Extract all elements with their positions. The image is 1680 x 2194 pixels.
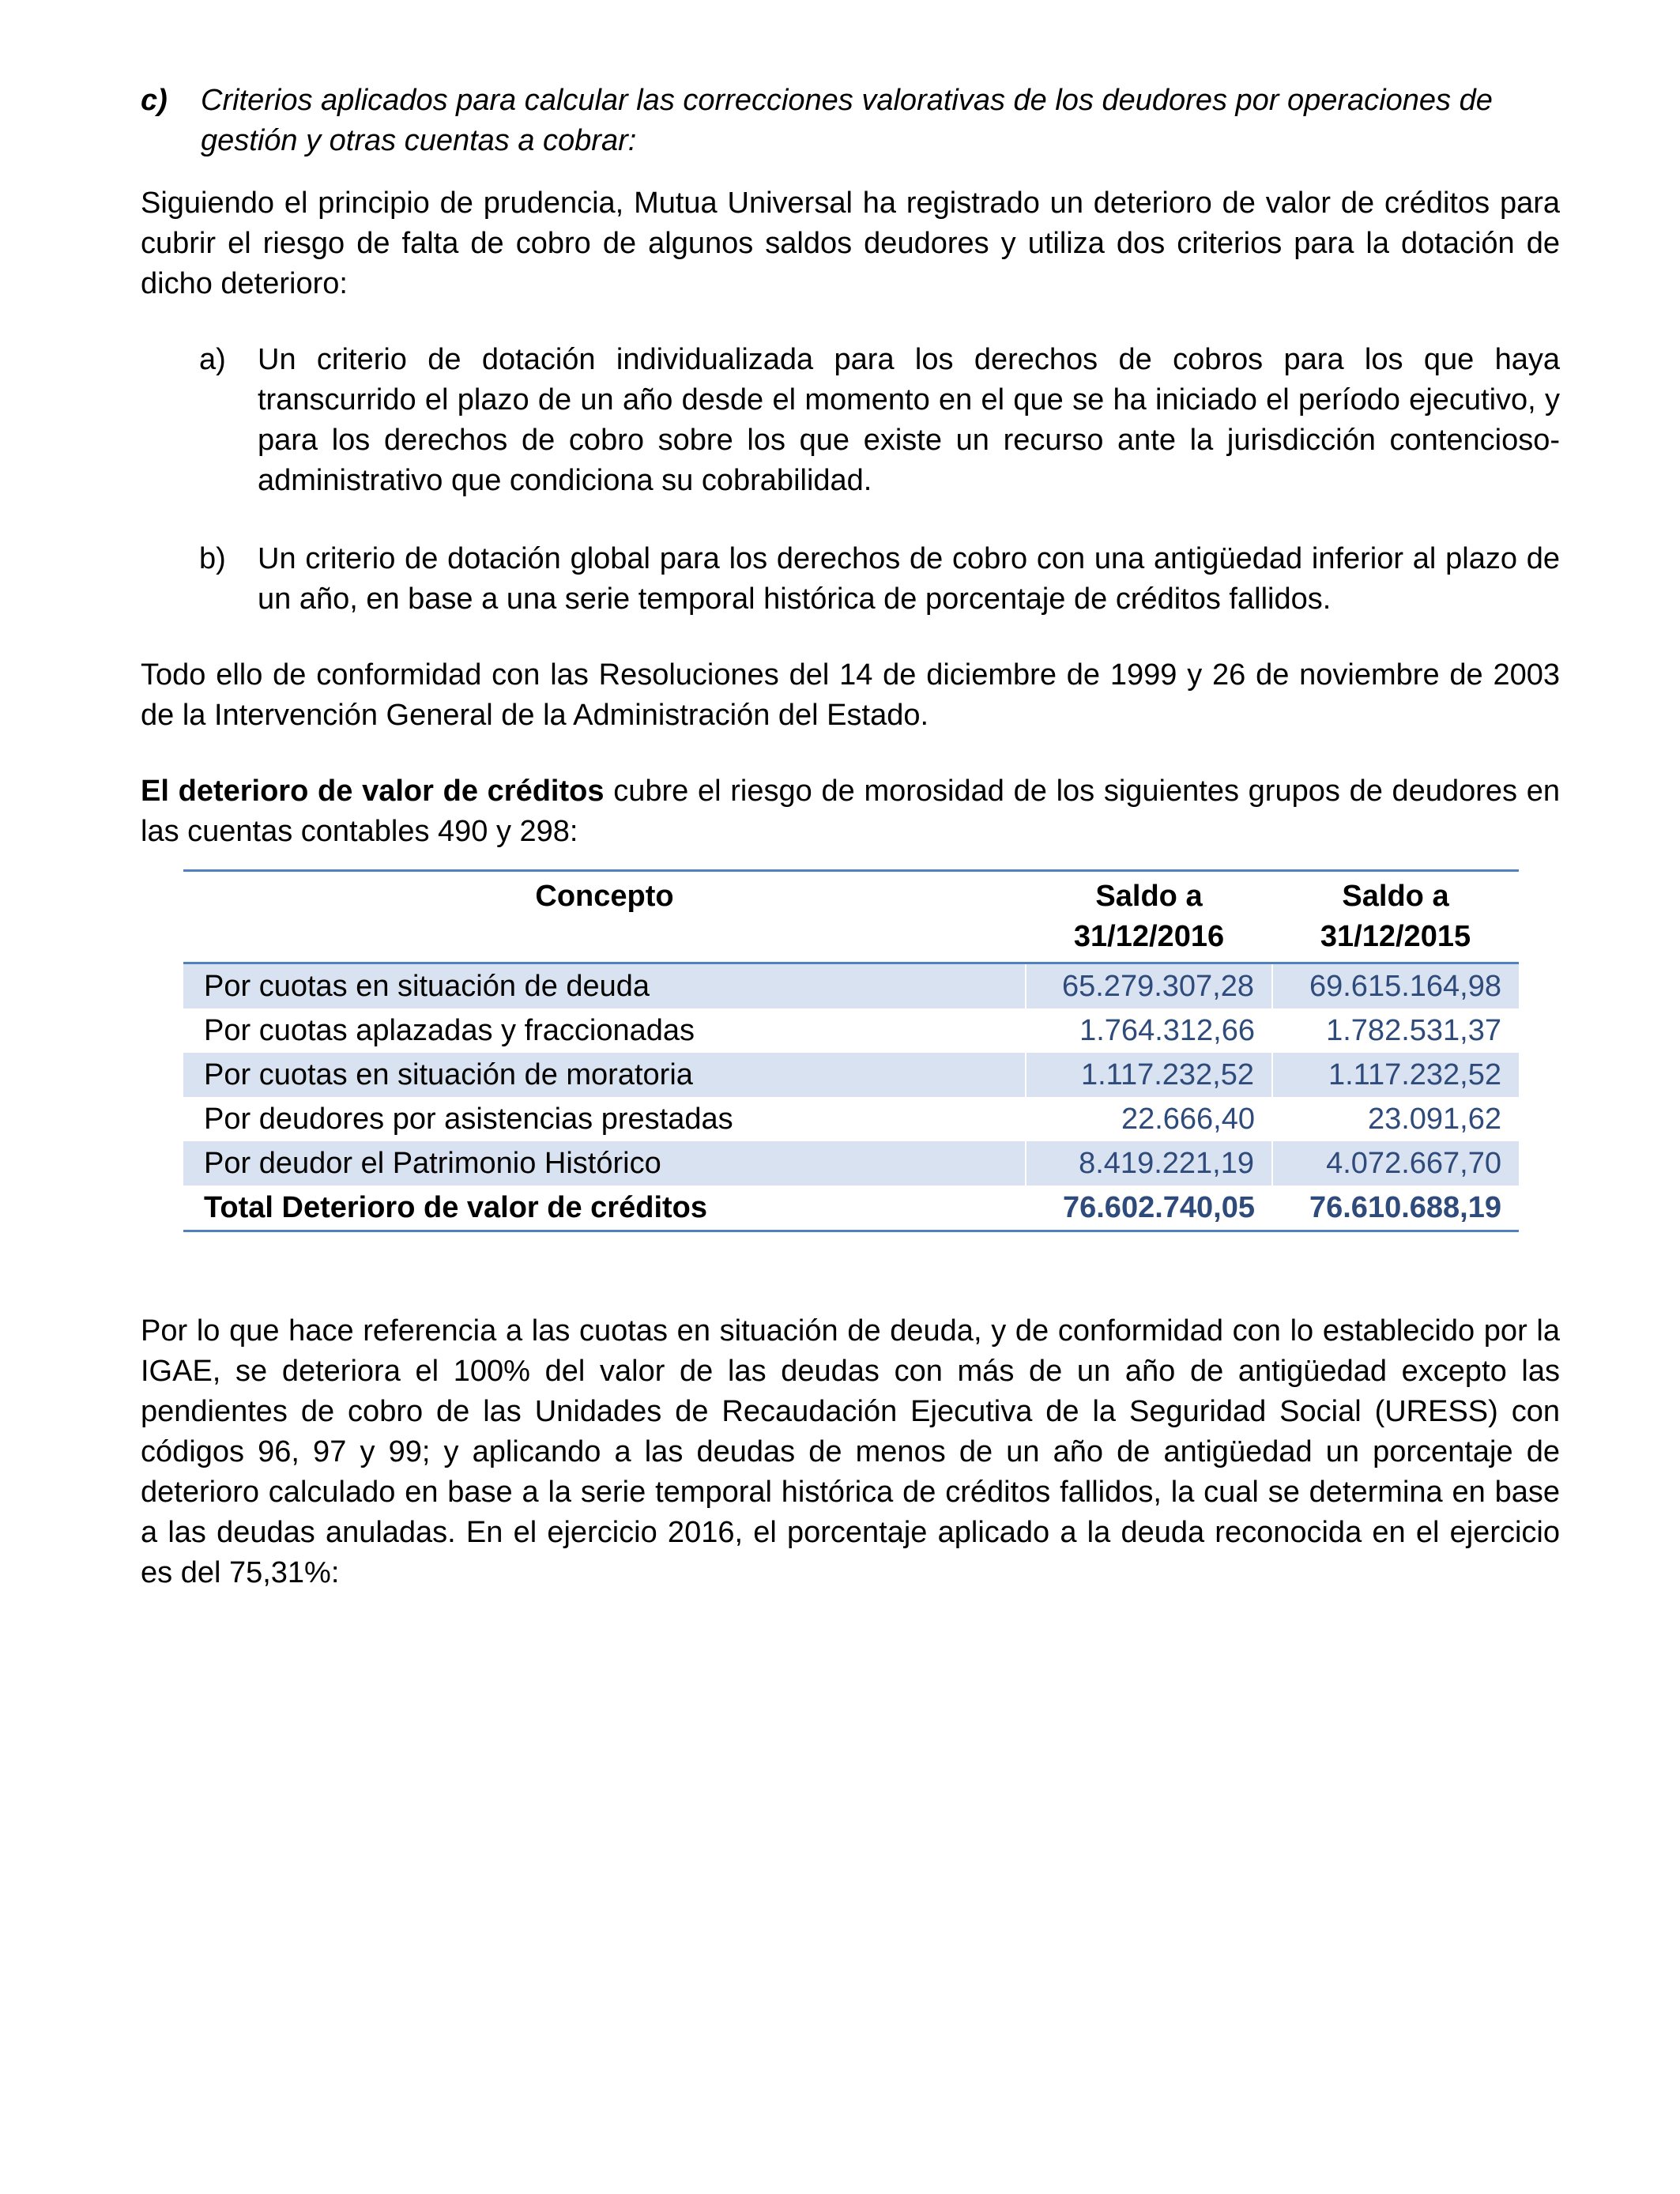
table-row [183, 1008, 1519, 1053]
row-value-2015: 4.072.667,70 [1272, 1141, 1519, 1186]
row-concept: Por cuotas aplazadas y fraccionadas [204, 1014, 695, 1047]
row-value-2016: 1.117.232,52 [1026, 1053, 1272, 1097]
table-row [183, 1053, 1519, 1097]
header-2015-line2: 31/12/2015 [1320, 920, 1471, 953]
table-lead-paragraph [141, 771, 1560, 852]
row-value-2016: 1.764.312,66 [1079, 1014, 1255, 1047]
list-item [141, 340, 1560, 501]
table-total-row [183, 1186, 1519, 1231]
header-concept: Concepto [535, 880, 674, 913]
total-concept: Total Deterioro de valor de créditos [204, 1191, 708, 1224]
table-header-row [183, 871, 1519, 963]
header-2016-line1: Saldo a [1095, 880, 1203, 913]
header-2015-line1: Saldo a [1342, 880, 1449, 913]
row-value-2016: 65.279.307,28 [1026, 963, 1272, 1009]
row-concept: Por deudores por asistencias prestadas [204, 1103, 733, 1136]
section-letter: c) [141, 84, 168, 117]
header-2016 [1026, 871, 1272, 963]
list-marker: b) [199, 542, 226, 575]
row-concept: Por cuotas en situación de moratoria [204, 1058, 693, 1091]
conformity-paragraph: Todo ello de conformidad con las Resoluciones del 14 de diciembre de 1999 y 26 de noviembre de 2003 de la Intervención General de la Administración del Estado. [141, 658, 1560, 732]
total-value-2015: 76.610.688,19 [1309, 1191, 1501, 1224]
section-heading [141, 81, 1560, 161]
header-2016-line2: 31/12/2016 [1073, 920, 1225, 953]
list-item-text: Un criterio de dotación global para los derechos de cobro con una antigüedad inferior al plazo de un año, en base a una serie temporal histórica de porcentaje de créditos fallidos. [258, 542, 1560, 616]
intro-paragraph: Siguiendo el principio de prudencia, Mutua Universal ha registrado un deterioro de valor de créditos para cubrir el riesgo de falta de cobro de algunos saldos deudores y utiliza dos criterios para la dotación de dicho deterioro: [141, 187, 1560, 300]
table-lead-bold: El deterioro de valor de créditos [141, 775, 605, 808]
list-item [141, 539, 1560, 620]
total-value-2016: 76.602.740,05 [1062, 1191, 1255, 1224]
section-title: Criterios aplicados para calcular las correcciones valorativas de los deudores por operaciones de gestión y otras cuentas a cobrar: [201, 84, 1493, 157]
impairment-table [183, 869, 1519, 1232]
list-item-text: Un criterio de dotación individualizada para los derechos de cobros para los que haya transcurrido el plazo de un año desde el momento en el que se ha iniciado el período ejecutivo, y para los derechos de cobro sobre los que existe un recurso ante la jurisdicción contencioso-administrativo que condiciona su cobrabilidad. [258, 343, 1560, 497]
list-marker: a) [199, 343, 226, 376]
closing-paragraph: Por lo que hace referencia a las cuotas en situación de deuda, y de conformidad con lo establecido por la IGAE, se deteriora el 100% del valor de las deudas con más de un año de antigüedad excepto las pendientes de cobro de las Unidades de Recaudación Ejecutiva de la Seguridad Social (URESS) con códigos 96, 97 y 99; y aplicando a las deudas de menos de un año de antigüedad un porcentaje de deterioro calculado en base a la serie temporal histórica de créditos fallidos, la cual se determina en base a las deudas anuladas. En el ejercicio 2016, el porcentaje aplicado a la deuda reconocida en el ejercicio es del 75,31%: [141, 1314, 1560, 1589]
table-row [183, 963, 1519, 1009]
row-value-2015: 1.782.531,37 [1326, 1014, 1501, 1047]
header-2015 [1272, 871, 1519, 963]
table-row [183, 1097, 1519, 1141]
row-concept: Por deudor el Patrimonio Histórico [204, 1147, 661, 1180]
table-row [183, 1141, 1519, 1186]
document-page [141, 81, 1560, 1629]
row-value-2015: 1.117.232,52 [1272, 1053, 1519, 1097]
table-lead-text: cubre el riesgo de morosidad de los siguientes grupos de deudores en las cuentas contables 490 y 298: [141, 775, 1560, 848]
row-value-2016: 8.419.221,19 [1026, 1141, 1272, 1186]
row-concept: Por cuotas en situación de deuda [204, 970, 650, 1003]
row-value-2016: 22.666,40 [1121, 1103, 1255, 1136]
row-value-2015: 23.091,62 [1367, 1103, 1501, 1136]
criteria-list [141, 340, 1560, 620]
row-value-2015: 69.615.164,98 [1272, 963, 1519, 1009]
